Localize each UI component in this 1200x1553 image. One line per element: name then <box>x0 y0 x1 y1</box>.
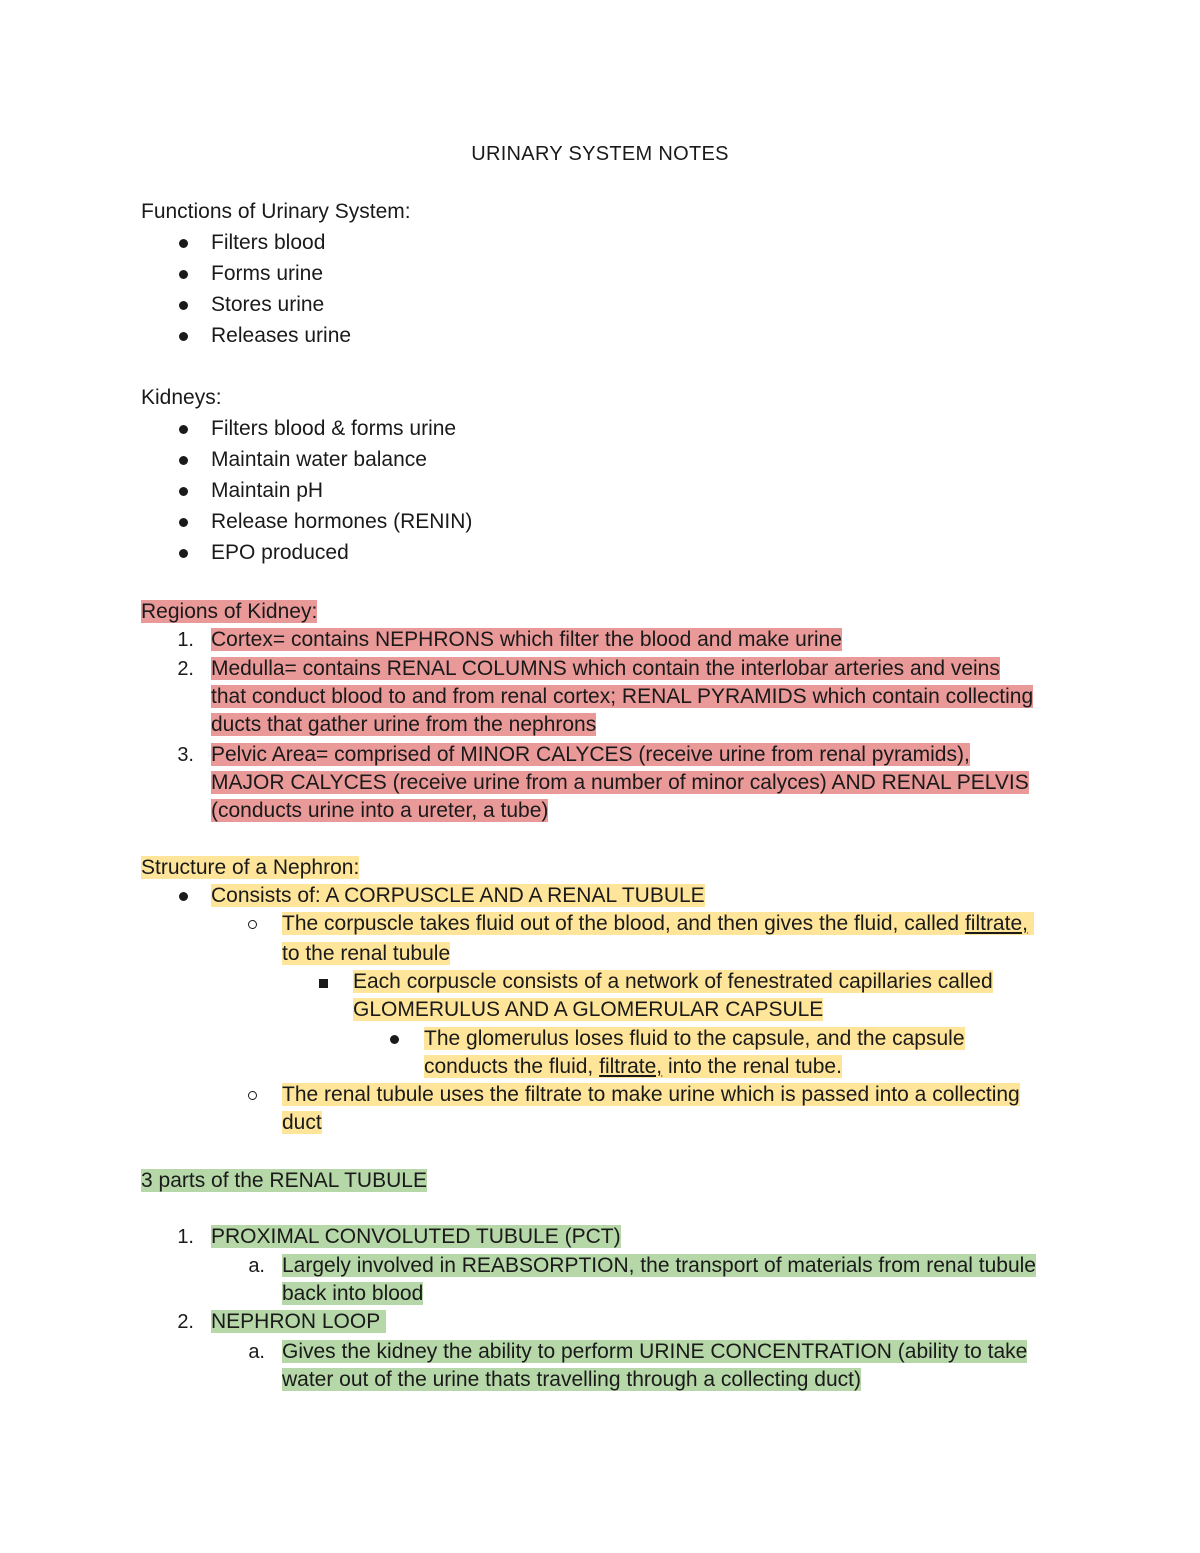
list-marker: a. <box>248 1255 265 1277</box>
list-item <box>211 882 705 910</box>
list-item-continuation <box>211 683 1033 711</box>
list-marker: 1. <box>177 629 194 651</box>
region-line: ducts that gather urine from the nephrons <box>211 713 597 736</box>
list-marker: a. <box>248 1341 265 1363</box>
list-item-continuation <box>282 940 450 968</box>
list-item-continuation <box>353 996 823 1024</box>
list-item: Releases urine <box>211 324 352 347</box>
glomerulus-line <box>424 1055 842 1078</box>
list-item-continuation <box>424 1053 842 1081</box>
renal-tubule-heading-text: 3 parts of the RENAL TUBULE <box>141 1169 427 1192</box>
list-item: Maintain pH <box>211 479 324 502</box>
bullet-dot-icon <box>179 425 188 434</box>
filtrate-term: filtrate, <box>964 912 1028 935</box>
glomerulus-line: The glomerulus loses fluid to the capsule, and the capsule <box>424 1027 965 1050</box>
list-item: Filters blood & forms urine <box>211 417 457 440</box>
bullet-dot-icon <box>390 1035 399 1044</box>
corpuscle-detail-line: GLOMERULUS AND A GLOMERULAR CAPSULE <box>353 998 824 1021</box>
region-line: Cortex= contains NEPHRONS which filter the blood and make urine <box>211 628 842 651</box>
loop-title <box>211 1310 386 1333</box>
bullet-dot-icon <box>179 239 188 248</box>
pct-title: PROXIMAL CONVOLUTED TUBULE (PCT) <box>211 1225 621 1248</box>
list-item-continuation <box>282 1280 423 1308</box>
list-item-continuation <box>211 797 548 825</box>
list-item: EPO produced <box>211 541 349 564</box>
list-marker: 3. <box>177 744 194 766</box>
bullet-dot-icon <box>179 270 188 279</box>
list-item <box>424 1025 965 1053</box>
list-item: Stores urine <box>211 293 325 316</box>
list-item <box>211 1308 386 1336</box>
bullet-circle-icon <box>248 920 257 929</box>
corpuscle-line <box>282 912 1034 935</box>
region-line: that conduct blood to and from renal cortex; RENAL PYRAMIDS which contain collecting <box>211 685 1034 708</box>
functions-heading: Functions of Urinary System: <box>141 200 411 223</box>
list-item <box>211 741 970 769</box>
region-line: (conducts urine into a ureter, a tube) <box>211 799 549 822</box>
pct-line: Largely involved in REABSORPTION, the transport of materials from renal tubule <box>282 1254 1036 1277</box>
bullet-circle-icon <box>248 1091 257 1100</box>
list-item <box>211 1223 621 1251</box>
list-item-continuation <box>282 1109 322 1137</box>
bullet-dot-icon <box>179 892 188 901</box>
nephron-heading-text: Structure of a Nephron: <box>141 856 360 879</box>
glomerulus-text: conducts the fluid, <box>424 1055 600 1078</box>
page-title: URINARY SYSTEM NOTES <box>471 143 729 165</box>
list-item <box>282 1081 1020 1109</box>
bullet-dot-icon <box>179 301 188 310</box>
regions-heading-text: Regions of Kidney: <box>141 600 318 623</box>
glomerulus-text: into the renal tube. <box>662 1055 842 1078</box>
bullet-dot-icon <box>179 456 188 465</box>
tubule-line: duct <box>282 1111 322 1134</box>
list-marker: 2. <box>177 1311 194 1333</box>
list-marker: 2. <box>177 658 194 680</box>
list-item <box>211 655 1000 683</box>
list-item: Filters blood <box>211 231 326 254</box>
renal-tubule-heading <box>141 1167 427 1195</box>
list-item-continuation <box>211 711 596 739</box>
loop-title-text: NEPHRON LOOP <box>211 1310 381 1333</box>
list-item-continuation <box>211 769 1029 797</box>
filtrate-term: filtrate, <box>599 1055 663 1078</box>
list-item: Maintain water balance <box>211 448 427 471</box>
tubule-line: The renal tubule uses the filtrate to make urine which is passed into a collecting <box>282 1083 1020 1106</box>
list-item <box>353 968 993 996</box>
region-line: MAJOR CALYCES (receive urine from a number of minor calyces) AND RENAL PELVIS <box>211 771 1029 794</box>
pct-line: back into blood <box>282 1282 424 1305</box>
list-item: Release hormones (RENIN) <box>211 510 473 533</box>
corpuscle-line: to the renal tubule <box>282 942 451 965</box>
region-line: Medulla= contains RENAL COLUMNS which contain the interlobar arteries and veins <box>211 657 1000 680</box>
list-marker: 1. <box>177 1226 194 1248</box>
region-line: Pelvic Area= comprised of MINOR CALYCES (receive urine from renal pyramids), <box>211 743 970 766</box>
list-item <box>282 1252 1036 1280</box>
corpuscle-text: The corpuscle takes fluid out of the blood, and then gives the fluid, called <box>282 912 965 935</box>
list-item <box>282 910 1034 938</box>
list-item <box>211 626 842 654</box>
list-item-continuation <box>282 1366 861 1394</box>
corpuscle-detail-line: Each corpuscle consists of a network of fenestrated capillaries called <box>353 970 993 993</box>
loop-line: water out of the urine thats travelling through a collecting duct) <box>282 1368 861 1391</box>
bullet-dot-icon <box>179 332 188 341</box>
kidneys-heading: Kidneys: <box>141 386 222 409</box>
bullet-square-icon <box>319 979 328 988</box>
list-item: Forms urine <box>211 262 324 285</box>
nephron-consists: Consists of: A CORPUSCLE AND A RENAL TUBULE <box>211 884 705 907</box>
bullet-dot-icon <box>179 487 188 496</box>
list-item <box>282 1338 1027 1366</box>
loop-line: Gives the kidney the ability to perform URINE CONCENTRATION (ability to take <box>282 1340 1028 1363</box>
bullet-dot-icon <box>179 518 188 527</box>
nephron-heading <box>141 854 359 882</box>
bullet-dot-icon <box>179 549 188 558</box>
regions-heading <box>141 598 317 626</box>
